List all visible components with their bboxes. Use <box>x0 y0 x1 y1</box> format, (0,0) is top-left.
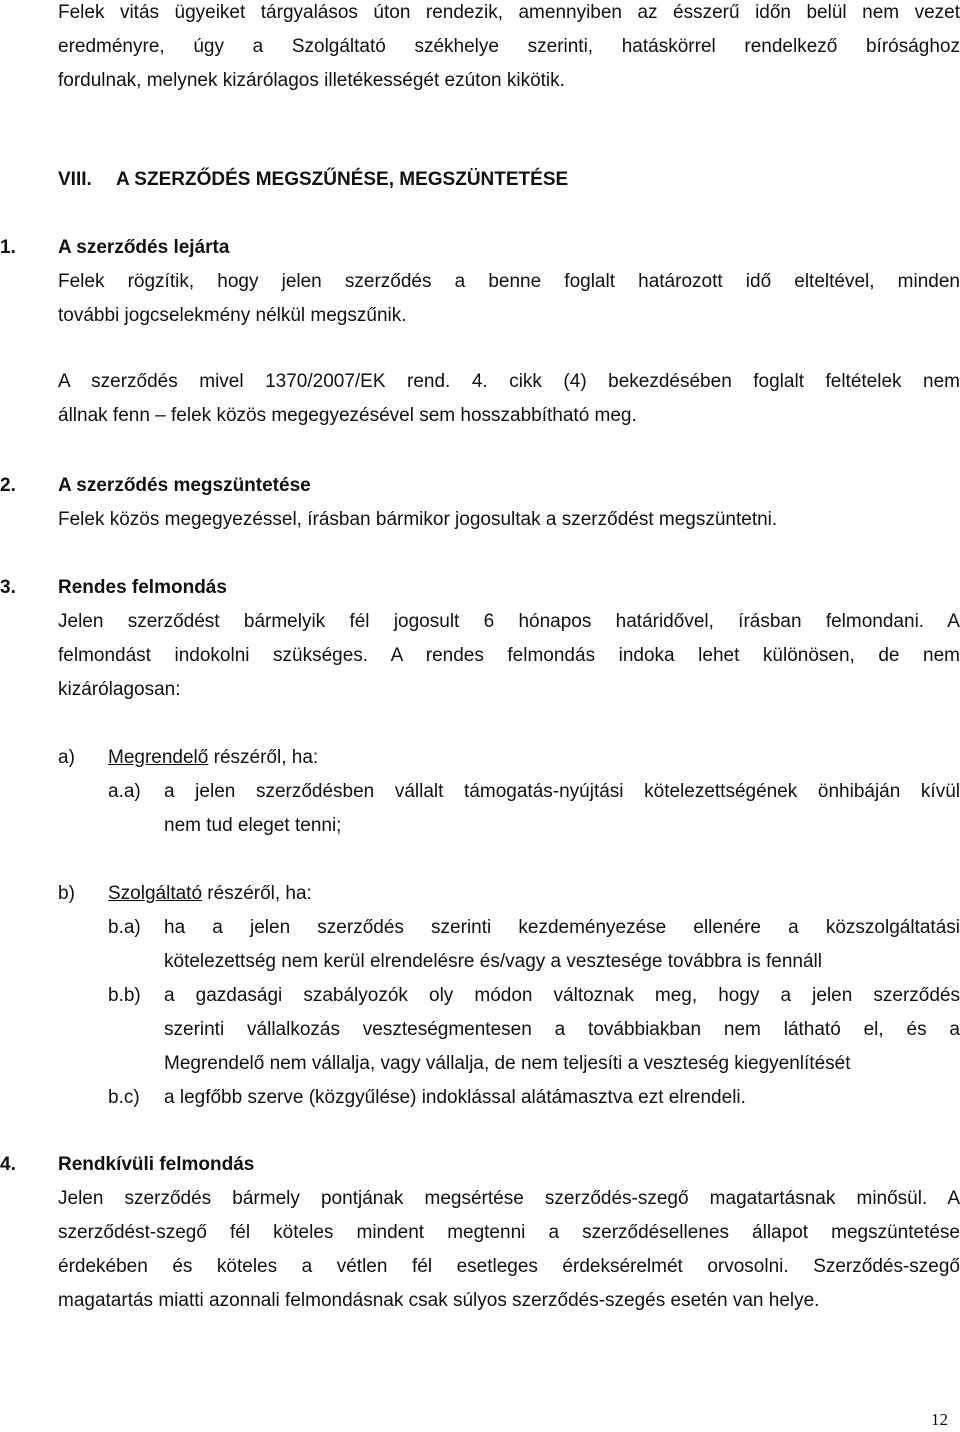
sub-label: a.a) <box>108 781 141 802</box>
clause-text: felmondást indokolni szükséges. A rendes felmondás indoka lehet különösen, de nem <box>58 645 960 666</box>
party-name: Szolgáltató <box>108 883 203 904</box>
clause-heading: Rendes felmondás <box>58 577 227 598</box>
clause-number: 4. <box>0 1154 16 1175</box>
intro-paragraph <box>58 0 960 98</box>
sub-text: a legfőbb szerve (közgyűlése) indoklással alátámasztva ezt elrendeli. <box>164 1087 746 1108</box>
clause-4 <box>0 1148 960 1318</box>
sub-label: b.b) <box>108 985 141 1006</box>
clause-text: Felek rögzítik, hogy jelen szerződés a benne foglalt határozott idő elteltével, minden <box>58 271 960 292</box>
sub-item-bb <box>108 979 960 1081</box>
clause-text: Jelen szerződést bármelyik fél jogosult 6 hónapos határidővel, írásban felmondani. A <box>58 611 960 632</box>
list-text-rest: részéről, ha: <box>208 747 319 768</box>
clause-text: további jogcselekmény nélkül megszűnik. <box>58 305 407 326</box>
clause-text: szerződést-szegő fél köteles mindent megtenni a szerződésellenes állapot megszüntetése <box>58 1222 960 1243</box>
list-text <box>108 741 318 775</box>
clause-heading: A szerződés megszüntetése <box>58 475 311 496</box>
list-item-b <box>58 877 960 911</box>
section-roman-numeral: VIII. <box>58 169 92 190</box>
sub-text: nem tud eleget tenni; <box>164 815 342 836</box>
sub-text: szerinti vállalkozás veszteségmentesen a továbbiakban nem látható el, és a <box>164 1019 960 1040</box>
page-number: 12 <box>931 1410 948 1429</box>
clause-1 <box>0 231 960 433</box>
sub-item-ba <box>108 911 960 979</box>
intro-line: eredményre, úgy a Szolgáltató székhelye szerinti, hatáskörrel rendelkező bírósághoz <box>58 36 960 57</box>
clause-text: magatartás miatti azonnali felmondásnak csak súlyos szerződés-szegés esetén van helye. <box>58 1290 820 1311</box>
sub-label: b.c) <box>108 1087 140 1108</box>
sub-text: a jelen szerződésben vállalt támogatás-nyújtási kötelezettségének önhibáján kívül <box>164 781 960 802</box>
sub-text: Megrendelő nem vállalja, vagy vállalja, de nem teljesíti a veszteség kiegyenlítését <box>164 1053 851 1074</box>
clause-3 <box>0 571 960 1115</box>
section-title: A SZERZŐDÉS MEGSZŰNÉSE, MEGSZÜNTETÉSE <box>116 169 569 190</box>
list-text-rest: részéről, ha: <box>202 883 312 904</box>
clause-text: Jelen szerződés bármely pontjának megsértése szerződés-szegő magatartásnak minősül. A <box>58 1188 960 1209</box>
sub-item-bc <box>108 1081 960 1115</box>
sub-text: a gazdasági szabályozók oly módon változnak meg, hogy a jelen szerződés <box>164 985 960 1006</box>
sub-text: ha a jelen szerződés szerinti kezdeményezése ellenére a közszolgáltatási <box>164 917 960 938</box>
sub-item-aa <box>108 775 960 843</box>
clause-heading: Rendkívüli felmondás <box>58 1154 255 1175</box>
clause-text: állnak fenn – felek közös megegyezésével sem hosszabbítható meg. <box>58 405 637 426</box>
clause-number: 1. <box>0 237 16 258</box>
clause-heading: A szerződés lejárta <box>58 237 230 258</box>
list-label: b) <box>58 883 75 904</box>
sub-text: kötelezettség nem kerül elrendelésre és/vagy a vesztesége továbbra is fennáll <box>164 951 822 972</box>
clause-text: Felek közös megegyezéssel, írásban bármikor jogosultak a szerződést megszüntetni. <box>58 509 778 530</box>
clause-2 <box>0 469 960 537</box>
clause-number: 3. <box>0 577 16 598</box>
list-item-a <box>58 741 960 775</box>
list-text <box>108 877 312 911</box>
party-name: Megrendelő <box>108 747 209 768</box>
clause-number: 2. <box>0 475 16 496</box>
clause-text: kizárólagosan: <box>58 679 181 700</box>
intro-line: Felek vitás ügyeiket tárgyalásos úton rendezik, amennyiben az ésszerű időn belül nem vezet <box>58 2 960 23</box>
clause-text: érdekében és köteles a vétlen fél esetleges érdeksérelmét orvosolni. Szerződés-szegő <box>58 1256 960 1277</box>
section-heading <box>58 163 568 197</box>
sub-label: b.a) <box>108 917 141 938</box>
intro-line: fordulnak, melynek kizárólagos illetékességét ezúton kikötik. <box>58 70 565 91</box>
clause-text: A szerződés mivel 1370/2007/EK rend. 4. cikk (4) bekezdésében foglalt feltételek nem <box>58 371 960 392</box>
list-label: a) <box>58 747 75 768</box>
